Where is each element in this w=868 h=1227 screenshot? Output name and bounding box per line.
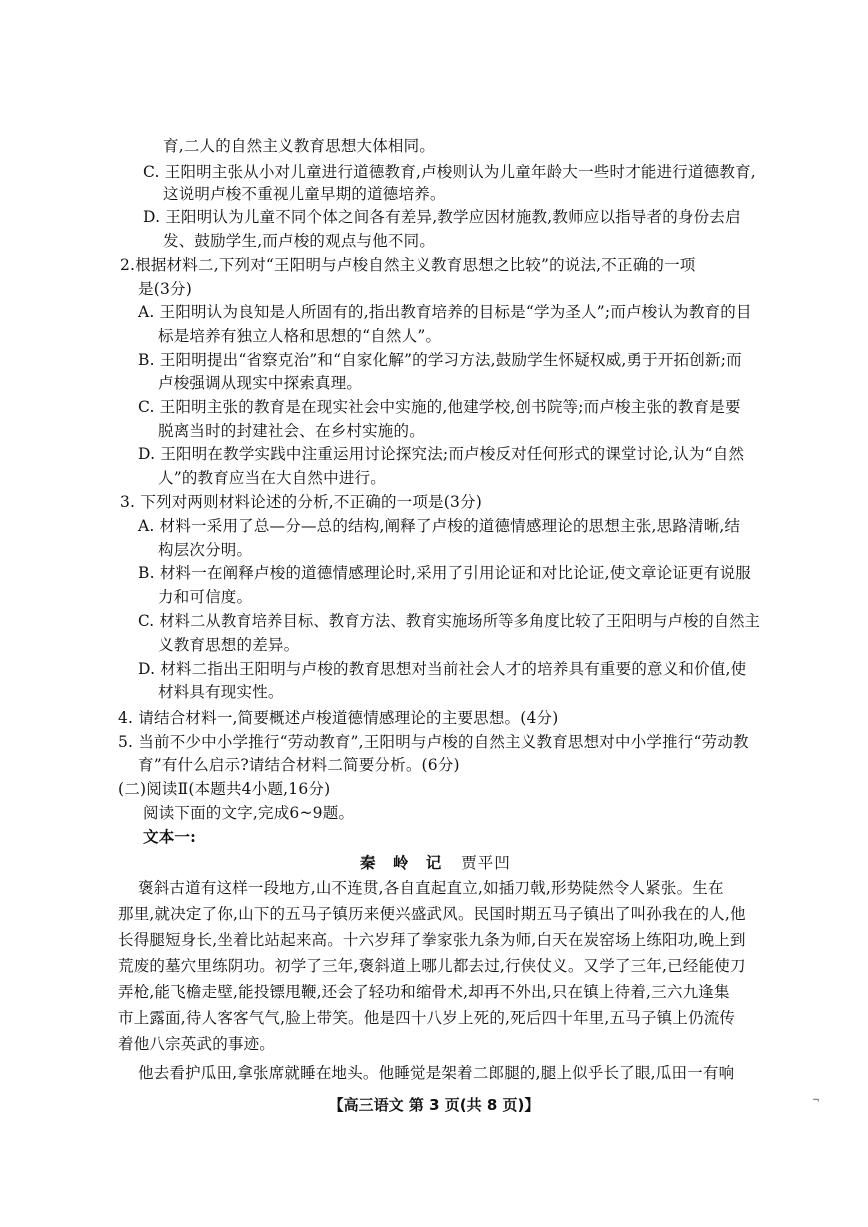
text-line: 人”的教育应当在大自然中进行。 xyxy=(158,469,386,487)
story-author: 贾平凹 xyxy=(461,854,511,872)
text-label: 文本一: xyxy=(143,827,197,846)
passage-line: 长得腿短身长,坐着比站起来高。十六岁拜了拳家张九条为师,白天在炭窑场上练阳功,晚上到 xyxy=(118,931,746,949)
option-line: C. 王阳明主张从小对儿童进行道德教育,卢梭则认为儿童年龄大一些时才能进行道德教育, xyxy=(143,163,756,181)
page-footer: 【高三语文 第 3 页(共 8 页)】 xyxy=(328,1096,540,1114)
text-line: 育”有什么启示?请结合材料二简要分析。(6分) xyxy=(138,756,460,774)
text-line: 育,二人的自然主义教育思想大体相同。 xyxy=(163,137,436,155)
option-line: D. 王阳明认为儿童不同个体之间各有差异,教学应因材施教,教师应以指导者的身份去启 xyxy=(143,208,741,226)
instruction-line: 阅读下面的文字,完成6~9题。 xyxy=(143,804,355,822)
question-line: 3. 下列对两则材料论述的分析,不正确的一项是(3分) xyxy=(120,493,482,511)
story-title: 秦 岭 记 xyxy=(360,853,448,872)
text-line: 义教育思想的差异。 xyxy=(158,636,300,654)
text-line: 这说明卢梭不重视儿童早期的道德培养。 xyxy=(163,185,446,203)
text-line: 卢梭强调从现实中探索真理。 xyxy=(158,374,363,392)
option-line: B. 王阳明提出“省察克治”和“自家化解”的学习方法,鼓励学生怀疑权威,勇于开拓创新;而 xyxy=(138,351,742,369)
passage-line: 着他八宗英武的事迹。 xyxy=(118,1035,276,1053)
text-line: 标是培养有独立人格和思想的“自然人”。 xyxy=(158,327,442,345)
question-line: 2.根据材料二,下列对“王阳明与卢梭自然主义教育思想之比较”的说法,不正确的一项 xyxy=(120,256,696,274)
passage-line: 弄枪,能飞檐走壁,能投镖甩鞭,还会了轻功和缩骨术,却再不外出,只在镇上待着,三六九逢集 xyxy=(118,983,730,1001)
option-line: A. 王阳明认为良知是人所固有的,指出教育培养的目标是“学为圣人”;而卢梭认为教育的目 xyxy=(138,303,752,321)
passage-line: 褒斜古道有这样一段地方,山不连贯,各自直起直立,如插刀戟,形势陡然令人紧张。生在 xyxy=(138,879,724,897)
corner-mark: ¬ xyxy=(812,1096,820,1106)
text-line: 是(3分) xyxy=(138,280,192,298)
text-line: 力和可信度。 xyxy=(158,588,253,606)
option-line: A. 材料一采用了总—分—总的结构,阐释了卢梭的道德情感理论的思想主张,思路清晰,结 xyxy=(138,517,741,535)
option-line: B. 材料一在阐释卢梭的道德情感理论时,采用了引用论证和对比论证,使文章论证更有说服 xyxy=(138,564,752,582)
option-line: C. 王阳明主张的教育是在现实社会中实施的,他建学校,创书院等;而卢梭主张的教育是要 xyxy=(138,398,741,416)
text-line: 材料具有现实性。 xyxy=(158,683,284,701)
text-line: 构层次分明。 xyxy=(158,541,253,559)
passage-line: 市上露面,待人客客气气,脸上带笑。他是四十八岁上死的,死后四十年里,五马子镇上仍流传 xyxy=(118,1009,736,1027)
option-line: D. 王阳明在教学实践中注重运用讨论探究法;而卢梭反对任何形式的课堂讨论,认为“自然 xyxy=(138,445,745,463)
passage-line: 荒废的墓穴里练阴功。初学了三年,褒斜道上哪儿都去过,行侠仗义。又学了三年,已经能使刀 xyxy=(118,957,746,975)
text-line: 发、鼓励学生,而卢梭的观点与他不同。 xyxy=(163,232,436,250)
question-line: 4. 请结合材料一,简要概述卢梭道德情感理论的主要思想。(4分) xyxy=(118,709,559,727)
option-line: C. 材料二从教育培养目标、教育方法、教育实施场所等多角度比较了王阳明与卢梭的自然主 xyxy=(138,612,761,630)
text-line: 脱离当时的封建社会、在乡村实施的。 xyxy=(158,422,425,440)
passage-line: 那里,就决定了你,山下的五马子镇历来便兴盛武风。民国时期五马子镇出了叫孙我在的人,他 xyxy=(118,905,746,923)
option-line: D. 材料二指出王阳明与卢梭的教育思想对当前社会人才的培养具有重要的意义和价值,使 xyxy=(138,660,747,678)
story-heading xyxy=(360,852,511,874)
passage-line: 他去看护瓜田,拿张席就睡在地头。他睡觉是架着二郎腿的,腿上似乎长了眼,瓜田一有响 xyxy=(138,1064,735,1082)
question-line: 5. 当前不少中小学推行“劳动教育”,王阳明与卢梭的自然主义教育思想对中小学推行“劳动教 xyxy=(118,733,749,751)
section-heading: (二)阅读Ⅱ(本题共4小题,16分) xyxy=(118,780,331,798)
